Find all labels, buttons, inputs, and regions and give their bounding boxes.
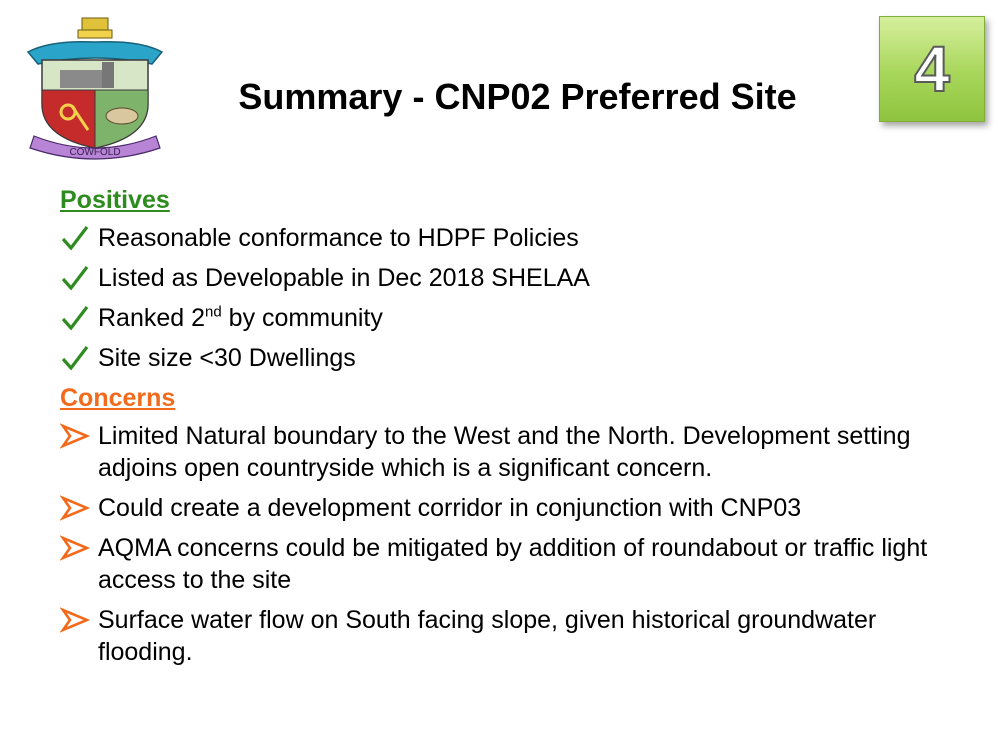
checkmark-icon — [60, 262, 90, 294]
positives-heading: Positives — [60, 186, 170, 214]
positive-item-text — [98, 304, 383, 332]
arrow-bullet-icon — [60, 604, 90, 636]
positive-item-text: Site size <30 Dwellings — [98, 344, 356, 372]
list-item — [60, 492, 960, 524]
concern-item-text: Could create a development corridor in conjunction with CNP03 — [98, 494, 802, 522]
checkmark-icon — [60, 302, 90, 334]
rank-text: Ranked 2 — [98, 304, 206, 332]
rank-ordinal: nd — [205, 303, 222, 321]
slide-title: Summary - CNP02 Preferred Site — [238, 76, 797, 117]
arrow-bullet-icon — [60, 492, 90, 524]
list-item — [60, 604, 960, 668]
concerns-list — [60, 420, 960, 668]
slide-number-badge — [879, 16, 985, 122]
concerns-heading: Concerns — [60, 384, 176, 412]
list-item — [60, 342, 960, 374]
concern-item-text: Limited Natural boundary to the West and the North. Development setting adjoins open countryside which is a significant concern. — [98, 422, 911, 482]
crest-motto: COWFOLD — [69, 147, 121, 158]
checkmark-icon — [60, 342, 90, 374]
arrow-bullet-icon — [60, 420, 90, 452]
rank-suffix: by community — [221, 304, 383, 332]
slide-content — [60, 180, 960, 676]
concern-item-text: Surface water flow on South facing slope, given historical groundwater flooding. — [98, 606, 877, 666]
concern-item-text: AQMA concerns could be mitigated by addition of roundabout or traffic light access to the site — [98, 534, 928, 594]
list-item — [60, 420, 960, 484]
positives-list — [60, 222, 960, 374]
arrow-bullet-icon — [60, 532, 90, 564]
list-item — [60, 532, 960, 596]
positive-item-text: Listed as Developable in Dec 2018 SHELAA — [98, 264, 590, 292]
list-item — [60, 302, 960, 334]
cowfold-crest-logo — [20, 12, 170, 162]
positive-item-text: Reasonable conformance to HDPF Policies — [98, 224, 579, 252]
slide-number: 4 — [914, 33, 950, 105]
list-item — [60, 262, 960, 294]
checkmark-icon — [60, 222, 90, 254]
list-item — [60, 222, 960, 254]
